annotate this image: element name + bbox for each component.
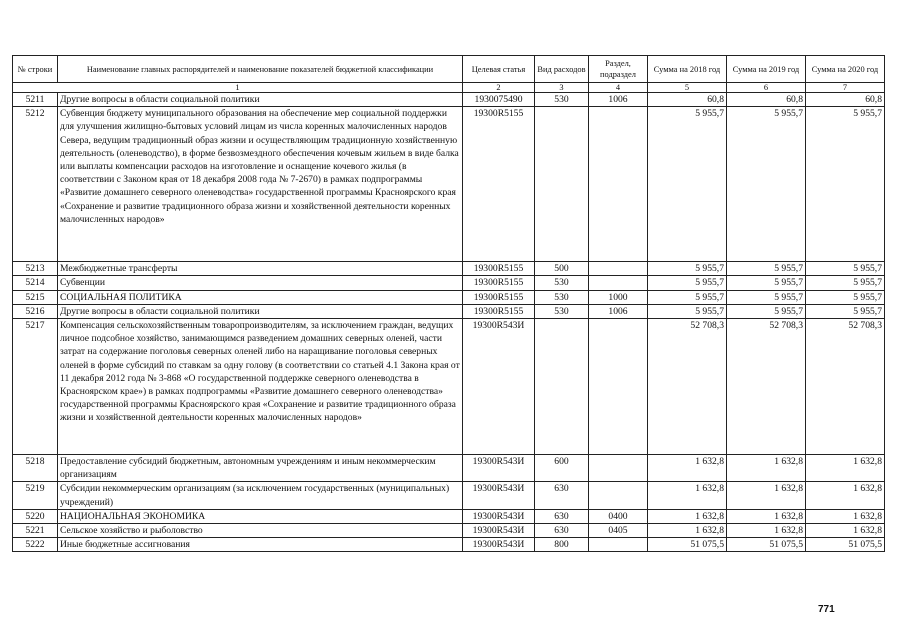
sum-2019-cell: 60,8: [727, 93, 806, 107]
expense-type-cell: 530: [535, 290, 589, 304]
name-cell: Другие вопросы в области социальной политики: [58, 304, 463, 318]
target-article-cell: 19300R5155: [463, 276, 535, 290]
column-number: 1: [13, 83, 463, 93]
sum-2018-cell: 51 075,5: [648, 538, 727, 552]
section-cell: [589, 319, 648, 455]
sum-2019-cell: 5 955,7: [727, 107, 806, 262]
column-number: 7: [806, 83, 885, 93]
expense-type-cell: 530: [535, 276, 589, 290]
name-cell: Субвенция бюджету муниципального образования на обеспечение мер социальной поддержки для улучшения жилищно-бытовых условий лицам из числа коренных малочисленных народов Севера, ведущим традиционный образ жизни и осуществляющим традиционную хозяйственную деятельность (оленеводство), в форме безвозмездного обеспечения кочевым жильем в виде балка или выплаты компенсации расходов на изготовление и оснащение кочевого жилья (в соответствии с Законом края от 18 декабря 2008 года № 7-2670) в рамках подпрограммы «Развитие домашнего северного оленеводства» государственной программы Красноярского края «Сохранение и развитие традиционного образа жизни и хозяйственной деятельности коренных малочисленных народов»: [58, 107, 463, 262]
header-expense-type: Вид расходов: [535, 56, 589, 83]
column-number: 2: [463, 83, 535, 93]
sum-2019-cell: 51 075,5: [727, 538, 806, 552]
column-number-row: [13, 83, 885, 93]
sum-2020-cell: 5 955,7: [806, 304, 885, 318]
row-number-cell: 5212: [13, 107, 58, 262]
sum-2020-cell: 52 708,3: [806, 319, 885, 455]
sum-2018-cell: 5 955,7: [648, 276, 727, 290]
sum-2018-cell: 60,8: [648, 93, 727, 107]
name-cell: Иные бюджетные ассигнования: [58, 538, 463, 552]
row-number-cell: 5220: [13, 509, 58, 523]
target-article-cell: 19300R543И: [463, 509, 535, 523]
expense-type-cell: 630: [535, 524, 589, 538]
name-cell: Субсидии некоммерческим организациям (за исключением государственных (муниципальных) учреждений): [58, 482, 463, 509]
expense-type-cell: 530: [535, 304, 589, 318]
header-sum-2019: Сумма на 2019 год: [727, 56, 806, 83]
sum-2018-cell: 52 708,3: [648, 319, 727, 455]
row-number-cell: 5214: [13, 276, 58, 290]
budget-table: [12, 55, 885, 552]
sum-2019-cell: 1 632,8: [727, 482, 806, 509]
column-number: 6: [727, 83, 806, 93]
sum-2019-cell: 1 632,8: [727, 524, 806, 538]
column-number: 3: [535, 83, 589, 93]
name-cell: СОЦИАЛЬНАЯ ПОЛИТИКА: [58, 290, 463, 304]
row-number-cell: 5213: [13, 262, 58, 276]
row-number-cell: 5219: [13, 482, 58, 509]
sum-2020-cell: 5 955,7: [806, 276, 885, 290]
target-article-cell: 1930075490: [463, 93, 535, 107]
target-article-cell: 19300R5155: [463, 290, 535, 304]
sum-2019-cell: 5 955,7: [727, 276, 806, 290]
sum-2018-cell: 1 632,8: [648, 509, 727, 523]
sum-2018-cell: 5 955,7: [648, 304, 727, 318]
header-row-number: № строки: [13, 56, 58, 83]
sum-2018-cell: 1 632,8: [648, 482, 727, 509]
section-cell: 0400: [589, 509, 648, 523]
table-row: [13, 482, 885, 509]
header-sum-2020: Сумма на 2020 год: [806, 56, 885, 83]
expense-type-cell: 600: [535, 455, 589, 482]
section-cell: 1006: [589, 304, 648, 318]
sum-2020-cell: 1 632,8: [806, 482, 885, 509]
row-number-cell: 5216: [13, 304, 58, 318]
target-article-cell: 19300R5155: [463, 107, 535, 262]
column-number: 5: [648, 83, 727, 93]
sum-2020-cell: 1 632,8: [806, 455, 885, 482]
sum-2019-cell: 1 632,8: [727, 509, 806, 523]
table-row: [13, 524, 885, 538]
sum-2020-cell: 5 955,7: [806, 290, 885, 304]
section-cell: 0405: [589, 524, 648, 538]
table-header-row: [13, 56, 885, 83]
sum-2020-cell: 51 075,5: [806, 538, 885, 552]
name-cell: Субвенции: [58, 276, 463, 290]
sum-2020-cell: 1 632,8: [806, 509, 885, 523]
table-body: [13, 93, 885, 552]
target-article-cell: 19300R543И: [463, 524, 535, 538]
row-number-cell: 5215: [13, 290, 58, 304]
table-row: [13, 538, 885, 552]
sum-2019-cell: 5 955,7: [727, 290, 806, 304]
section-cell: 1000: [589, 290, 648, 304]
sum-2019-cell: 5 955,7: [727, 304, 806, 318]
name-cell: Предоставление субсидий бюджетным, автономным учреждениям и иным некоммерческим организациям: [58, 455, 463, 482]
sum-2019-cell: 1 632,8: [727, 455, 806, 482]
section-cell: [589, 276, 648, 290]
row-number-cell: 5218: [13, 455, 58, 482]
table-row: [13, 455, 885, 482]
header-name: Наименование главных распорядителей и наименование показателей бюджетной классификации: [58, 56, 463, 83]
header-section: Раздел, подраздел: [589, 56, 648, 83]
sum-2020-cell: 5 955,7: [806, 262, 885, 276]
table-row: [13, 304, 885, 318]
name-cell: НАЦИОНАЛЬНАЯ ЭКОНОМИКА: [58, 509, 463, 523]
expense-type-cell: 530: [535, 93, 589, 107]
expense-type-cell: 630: [535, 509, 589, 523]
expense-type-cell: 500: [535, 262, 589, 276]
name-cell: Межбюджетные трансферты: [58, 262, 463, 276]
sum-2020-cell: 1 632,8: [806, 524, 885, 538]
table-row: [13, 319, 885, 455]
table-row: [13, 290, 885, 304]
table-row: [13, 509, 885, 523]
sum-2019-cell: 5 955,7: [727, 262, 806, 276]
section-cell: [589, 107, 648, 262]
section-cell: [589, 538, 648, 552]
name-cell: Компенсация сельскохозяйственным товаропроизводителям, за исключением граждан, ведущих личное подсобное хозяйство, занимающимся разведением домашних северных оленей, части затрат на содержание поголовья северных оленей либо на наращивание поголовья северных оленей в форме субсидий по ставкам за одну голову (в соответствии со статьей 4.1 Закона края от 11 декабря 2012 года № 3-868 «О государственной поддержке северного оленеводства в Красноярском крае») в рамках подпрограммы «Развитие домашнего северного оленеводства» государственной программы Красноярского края «Сохранение и развитие традиционного образа жизни и хозяйственной деятельности коренных малочисленных народов»: [58, 319, 463, 455]
sum-2018-cell: 1 632,8: [648, 524, 727, 538]
target-article-cell: 19300R543И: [463, 319, 535, 455]
expense-type-cell: 800: [535, 538, 589, 552]
expense-type-cell: [535, 107, 589, 262]
table-row: [13, 107, 885, 262]
table-row: [13, 262, 885, 276]
column-number: 4: [589, 83, 648, 93]
row-number-cell: 5217: [13, 319, 58, 455]
sum-2018-cell: 5 955,7: [648, 262, 727, 276]
expense-type-cell: 630: [535, 482, 589, 509]
header-target-article: Целевая статья: [463, 56, 535, 83]
name-cell: Сельское хозяйство и рыболовство: [58, 524, 463, 538]
expense-type-cell: [535, 319, 589, 455]
header-sum-2018: Сумма на 2018 год: [648, 56, 727, 83]
section-cell: [589, 455, 648, 482]
table-row: [13, 276, 885, 290]
table-row: [13, 93, 885, 107]
sum-2019-cell: 52 708,3: [727, 319, 806, 455]
row-number-cell: 5221: [13, 524, 58, 538]
page-number: 771: [818, 604, 835, 615]
section-cell: [589, 262, 648, 276]
sum-2020-cell: 5 955,7: [806, 107, 885, 262]
row-number-cell: 5211: [13, 93, 58, 107]
row-number-cell: 5222: [13, 538, 58, 552]
sum-2018-cell: 1 632,8: [648, 455, 727, 482]
name-cell: Другие вопросы в области социальной политики: [58, 93, 463, 107]
sum-2020-cell: 60,8: [806, 93, 885, 107]
target-article-cell: 19300R543И: [463, 538, 535, 552]
target-article-cell: 19300R543И: [463, 482, 535, 509]
sum-2018-cell: 5 955,7: [648, 107, 727, 262]
target-article-cell: 19300R5155: [463, 262, 535, 276]
target-article-cell: 19300R543И: [463, 455, 535, 482]
sum-2018-cell: 5 955,7: [648, 290, 727, 304]
target-article-cell: 19300R5155: [463, 304, 535, 318]
section-cell: 1006: [589, 93, 648, 107]
section-cell: [589, 482, 648, 509]
